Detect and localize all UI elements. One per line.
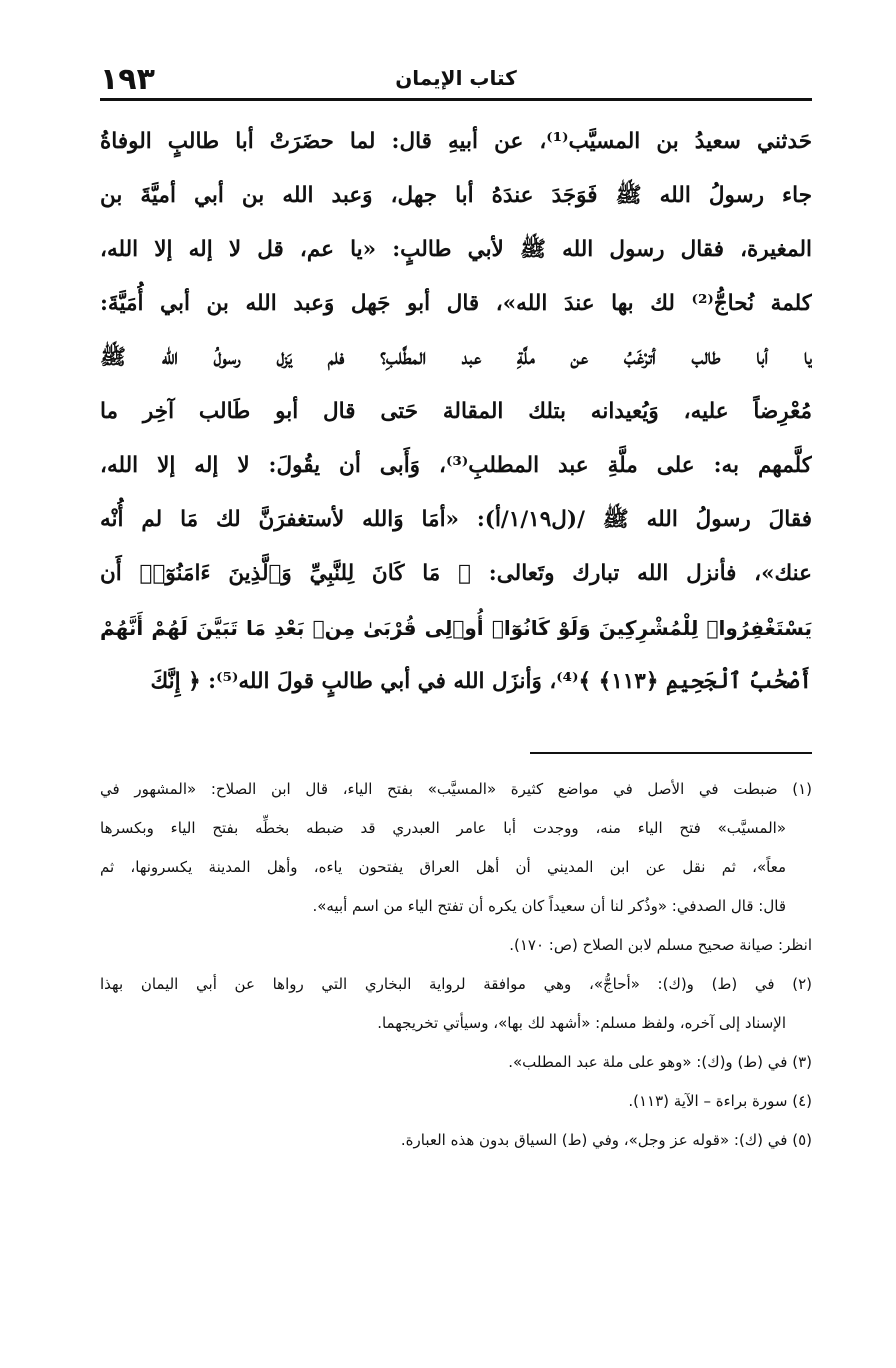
page-header (100, 58, 812, 101)
footnote-line: (٤) سورة براءة – الآية (١١٣). (628, 1092, 812, 1110)
footnote-line: «المسيَّب» فتح الياء منه، ووجدت أبا عامر العبدري قد ضبطه بخطِّه بفتح الياء وبكسرها (100, 819, 786, 837)
footnote-line: الإسناد إلى آخره، ولفظ مسلم: «أشهد لك بها»، وسيأتي تخريجهما. (377, 1014, 786, 1032)
main-text-line: كلمة نُحاجُّ⁽²⁾ لك بها عندَ الله»، قال أبو جَهل وَعبد الله بن أبي أُمَيَّةَ: (100, 291, 812, 316)
footnote-line: (٥) في (ك): «قوله عز وجل»، وفي (ط) السياق بدون هذه العبارة. (400, 1131, 812, 1149)
footnote-line: (٣) في (ط) و(ك): «وهو على ملة عبد المطلب». (508, 1053, 812, 1071)
main-text-line: جاء رسولُ الله ﷺ فَوَجَدَ عندَهُ أبا جهل، وَعبد الله بن أبي أميَّةَ بن (100, 183, 812, 208)
main-text-line: يا أبا طالب أترْغَبُ عن ملَّةِ عبد المطَّلبِ؟ فلم يَزل رسولُ الله ﷺ (100, 345, 812, 370)
main-text (100, 115, 812, 709)
main-text-line: المغيرة، فقال رسول الله ﷺ لأبي طالبٍ: «يا عم، قل لا إله إلا الله، (100, 237, 812, 262)
main-text-line: مُعْرِضاً عليه، وَيُعيدانه بتلك المقالة حَتى قال أبو طَالب آخِر ما (100, 399, 812, 424)
footnote-line: معاً»، ثم نقل عن ابن المديني أن أهل العراق يفتحون ياءه، وأهل المدينة يكسرونها، ثم (100, 858, 786, 876)
page-number: ١٩٣ (100, 62, 155, 97)
footnote-line: قال: قال الصدفي: «وذُكر لنا أن سعيداً كان يكره أن تفتح الياء من اسم أبيه». (312, 897, 786, 915)
running-title: كتاب الإيمان (395, 66, 517, 90)
footnotes (100, 770, 812, 1160)
footnote-line: انظر: صيانة صحيح مسلم لابن الصلاح (ص: ١٧٠). (509, 936, 812, 954)
main-text-line: حَدثني سعيدُ بن المسيَّب⁽¹⁾، عن أبيهِ قال: لما حضَرَتْ أبا طالبٍ الوفاةُ (100, 129, 812, 154)
main-text-line: عنك»، فأنزل الله تبارك وتَعالى: ﴿ مَا كَانَ لِلنَّبِيِّ وَٱلَّذِينَ ءَامَنُوٓا۟ أَن (100, 561, 812, 586)
main-text-line: كلَّمهم به: على ملَّةِ عبد المطلبِ⁽³⁾، وَأَبى أن يقُولَ: لا إله إلا الله، (100, 453, 812, 478)
main-text-line: فقالَ رسولُ الله ﷺ /(ل١/١٩/أ): «أمَا وَالله لأستغفرَنَّ لك مَا لم أُنْه (100, 507, 812, 532)
main-text-line: أَصْحَٰبُ ٱلْجَحِيمِ ﴿١١٣﴾ ﴾⁽⁴⁾، وَأنزَل الله في أبي طالبٍ قولَ الله⁽⁵⁾: ﴿ إِنَّكَ (150, 669, 812, 694)
footnote-line: (٢) في (ط) و(ك): «أحاجُّ»، وهي موافقة لرواية البخاري التي رواها عن أبي اليمان بهذا (100, 975, 812, 993)
footnote-separator (530, 752, 812, 754)
quran-verse-line: يَسْتَغْفِرُوا۟ لِلْمُشْرِكِينَ وَلَوْ كَانُوٓا۟ أُو۟لِى قُرْبَىٰ مِنۢ بَعْدِ مَا تَبَيَّنَ لَهُمْ أَنَّهُمْ (100, 616, 812, 640)
footnote-line: (١) ضبطت في الأصل في مواضع كثيرة «المسيَّب» بفتح الياء، قال ابن الصلاح: «المشهور في (100, 780, 812, 798)
